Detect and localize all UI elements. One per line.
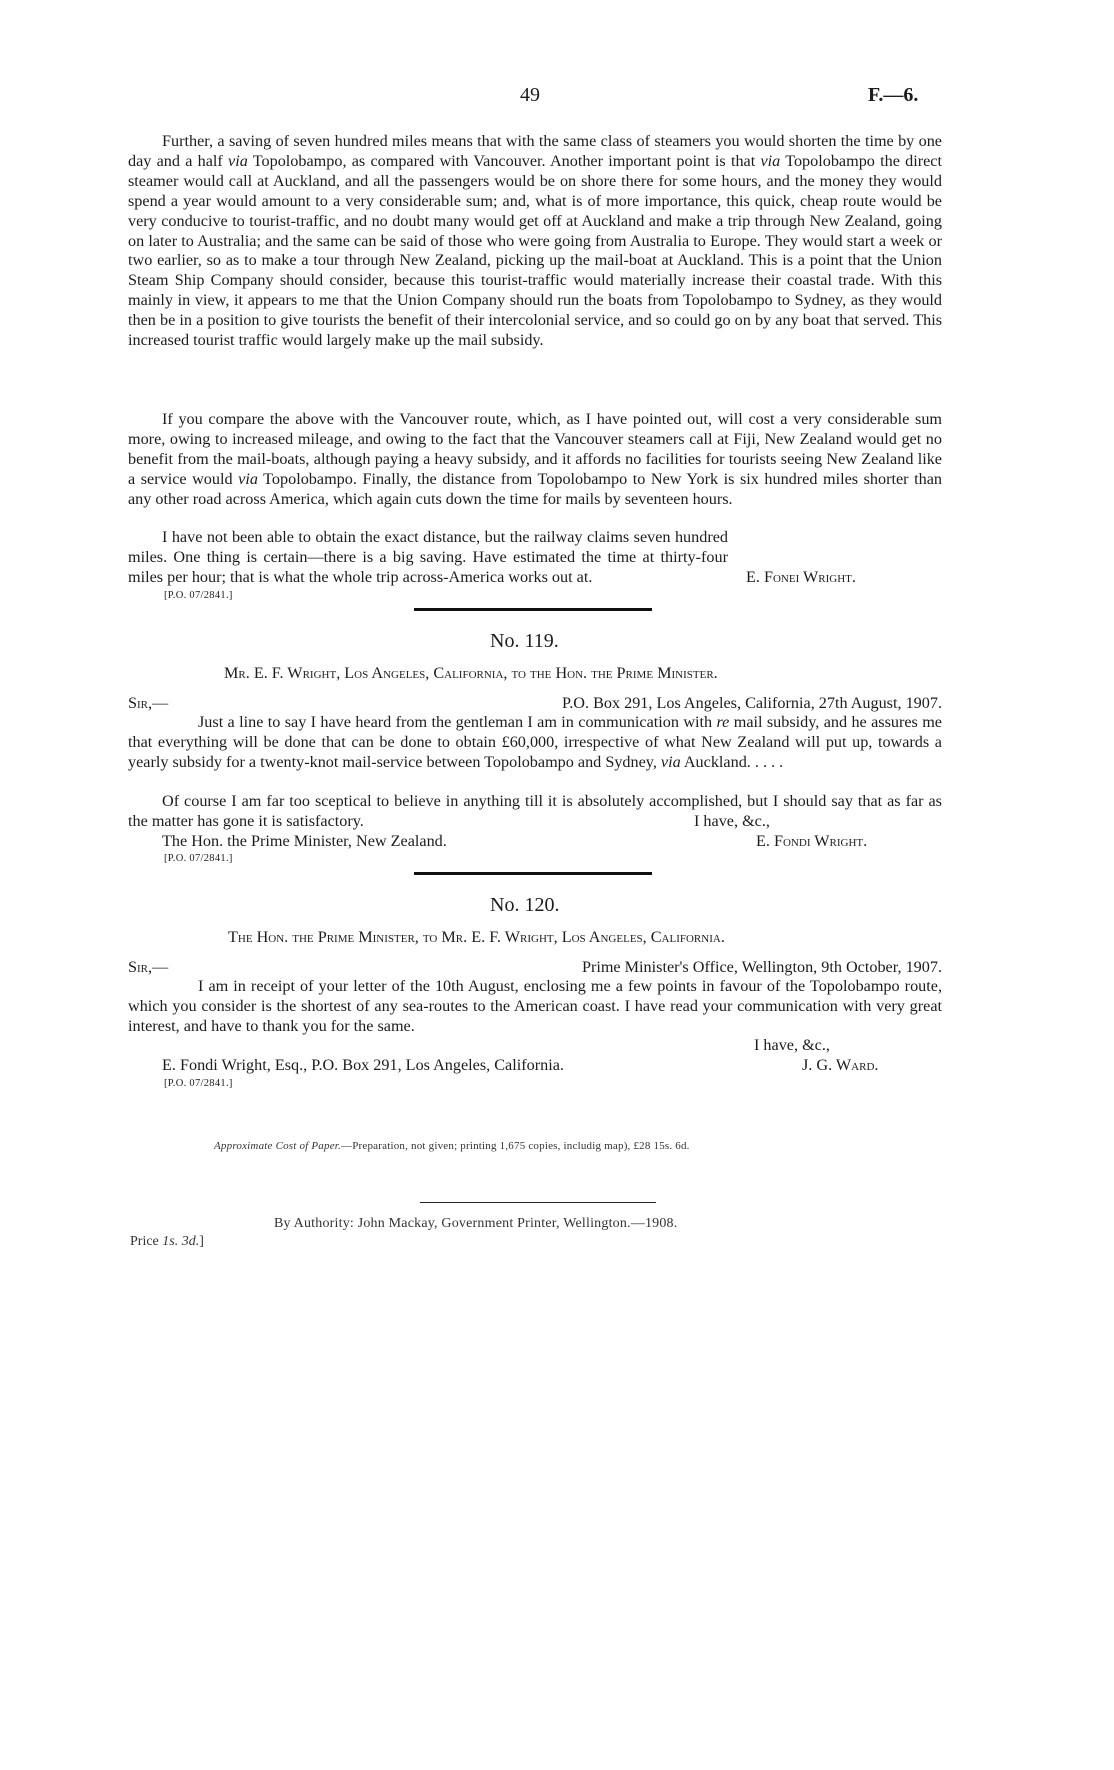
letter-119-salutation-row	[128, 693, 942, 713]
footer-rule	[420, 1202, 656, 1203]
intro-paragraph-1: Further, a saving of seven hundred miles means that with the same class of steamers you would shorten the time by one day and a half via Topolobampo, as compared with Vancouver. Another important point is that via Topolobampo the direct steamer would call at Auckland, and all the passengers would be on shore there for some hours, and the money they would spend a year would amount to a very considerable sum; and, what is of more importance, this quick, cheap route would be very conducive to tourist-traffic, and no doubt many would get off at Auckland and make a trip through New Zealand, going on later to Australia; and the same can be said of those who were going from Australia to Europe. They would start a week or two earlier, so as to make a tour through New Zealand, picking up the mail-boat at Auckland. This is a point that the Union Steam Ship Company should consider, because this tourist-traffic would materially increase their coastal trade. With this mainly in view, it appears to me that the Union Company should run the boats from Topolobampo to Sydney, as they would then be in a position to give tourists the benefit of their intercolonial service, and so could go on by any boat that served. This increased tourist traffic would largely make up the mail subsidy.	[128, 132, 942, 350]
section-rule-1	[414, 608, 652, 611]
letter-120-closing: I have, &c.,	[754, 1036, 830, 1054]
letter-119-paragraph-2: Of course I am far too sceptical to believe in anything till it is absolutely accomplished, but I should say that as far as the matter has gone it is satisfactory.	[128, 792, 942, 830]
letter-119-file-reference: [P.O. 07/2841.]	[164, 853, 233, 864]
letter-120-salutation: Sir,—	[128, 958, 169, 976]
letter-119-closing: I have, &c.,	[694, 812, 770, 830]
intro-signature: E. Fonei Wright.	[746, 568, 856, 586]
price-note: Price 1s. 3d.]	[130, 1234, 204, 1249]
letter-120-salutation-row	[128, 957, 942, 977]
letter-119-address: P.O. Box 291, Los Angeles, California, 27th August, 1907.	[562, 694, 942, 712]
cost-of-paper-note	[214, 1140, 690, 1152]
section-rule-2	[414, 872, 652, 875]
letter-120-file-reference: [P.O. 07/2841.]	[164, 1078, 233, 1089]
letter-119-heading: Mr. E. F. Wright, Los Angeles, California, to the Hon. the Prime Minister.	[224, 664, 718, 682]
letter-119-paragraph-1: Just a line to say I have heard from the gentleman I am in communication with re mail subsidy, and he assures me that everything will be done that can be done to obtain £60,000, irrespective of what New Zealand will put up, towards a yearly subsidy for a twenty-knot mail-service between Topolobampo and Sydney, via Auckland. . . . .	[128, 713, 942, 771]
letter-119-addressee: The Hon. the Prime Minister, New Zealand.	[162, 832, 447, 850]
letter-119-salutation: Sir,—	[128, 694, 169, 712]
letter-120-paragraph-1: I am in receipt of your letter of the 10th August, enclosing me a few points in favour of the Topolobampo route, which you consider is the shortest of any sea-routes to the American coast. I have read your communication with very great interest, and have to thank you for the same.	[128, 977, 942, 1035]
government-authority: By Authority: John Mackay, Government Printer, Wellington.—1908.	[274, 1216, 678, 1231]
letter-120-number: No. 120.	[490, 894, 560, 916]
letter-119-number: No. 119.	[490, 630, 559, 652]
letter-120-address: Prime Minister's Office, Wellington, 9th October, 1907.	[581, 958, 942, 976]
letter-120-addressee: E. Fondi Wright, Esq., P.O. Box 291, Los Angeles, California.	[162, 1056, 564, 1074]
intro-paragraph-3: I have not been able to obtain the exact distance, but the railway claims seven hundred miles. One thing is certain—there is a big saving. Have estimated the time at thirty-four miles per hour; that is what the whole trip across-America works out at.	[128, 528, 728, 586]
cost-of-paper-text: —Preparation, not given; printing 1,675 copies, includig map), £28 15s. 6d.	[341, 1140, 690, 1152]
letter-119-signature: E. Fondi Wright.	[756, 832, 868, 850]
letter-120-heading: The Hon. the Prime Minister, to Mr. E. F. Wright, Los Angeles, California.	[228, 928, 725, 946]
cost-of-paper-label: Approximate Cost of Paper.	[214, 1140, 342, 1152]
letter-120-signature: J. G. Ward.	[802, 1056, 879, 1074]
paper-reference: F.—6.	[868, 84, 919, 106]
page-number: 49	[520, 84, 540, 106]
intro-paragraph-2: If you compare the above with the Vancouver route, which, as I have pointed out, will cost a very considerable sum more, owing to increased mileage, and owing to the fact that the Vancouver steamers call at Fiji, New Zealand would get no benefit from the mail-boats, although paying a heavy subsidy, and it affords no facilities for tourists seeing New Zealand like a service would via Topolobampo. Finally, the distance from Topolobampo to New York is six hundred miles shorter than any other road across America, which again cuts down the time for mails by seventeen hours.	[128, 410, 942, 508]
intro-file-reference: [P.O. 07/2841.]	[164, 590, 233, 601]
